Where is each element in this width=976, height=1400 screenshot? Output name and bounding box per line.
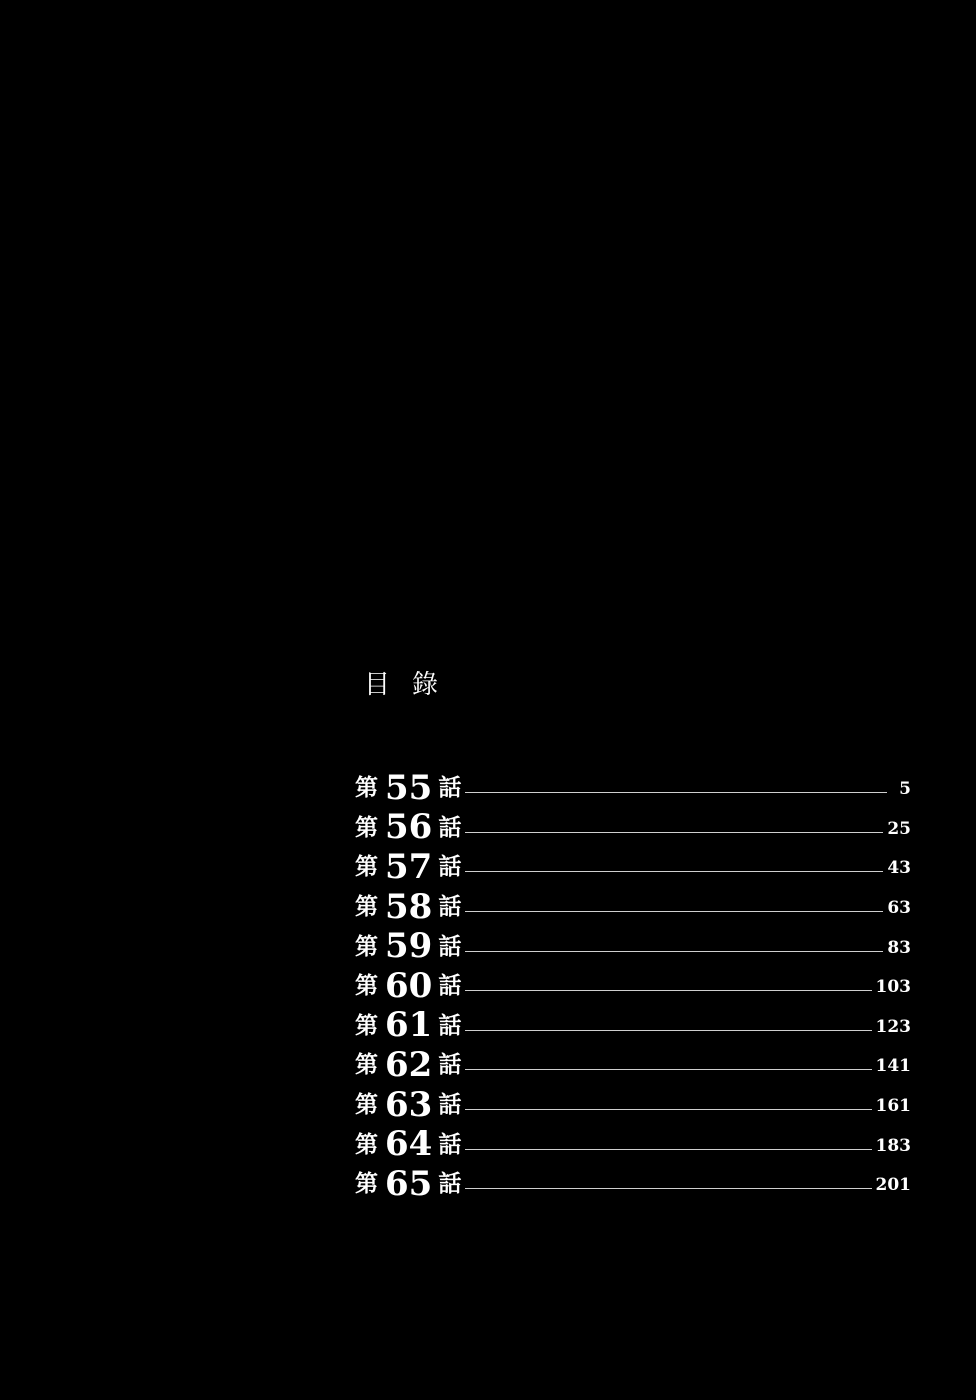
episode-suffix: 話 — [438, 1011, 462, 1039]
page-number: 103 — [875, 977, 911, 998]
episode-number: 59 — [385, 926, 433, 967]
page-number: 63 — [887, 898, 911, 919]
leader-line — [465, 911, 883, 912]
leader-line — [465, 1188, 871, 1189]
leader-line — [465, 1109, 871, 1110]
page-number: 123 — [875, 1016, 911, 1037]
episode-prefix: 第 — [355, 932, 378, 960]
toc-entry — [355, 966, 911, 1006]
toc-entry — [355, 1045, 911, 1085]
toc-entry — [355, 1124, 911, 1164]
leader-line — [465, 990, 871, 991]
episode-suffix: 話 — [438, 1170, 462, 1198]
toc-entry — [355, 808, 911, 848]
page-number: 43 — [887, 858, 911, 879]
episode-number: 57 — [385, 846, 433, 887]
episode-suffix: 話 — [438, 1091, 462, 1119]
page-number: 161 — [875, 1096, 911, 1117]
toc-entry — [355, 1085, 911, 1125]
leader-line — [465, 792, 887, 793]
toc-entry — [355, 887, 911, 927]
toc-entry — [355, 1164, 911, 1204]
page-number: 5 — [899, 779, 911, 800]
episode-number: 62 — [385, 1044, 433, 1085]
episode-number: 61 — [385, 1005, 433, 1046]
episode-prefix: 第 — [355, 813, 378, 841]
toc-heading: 目錄 — [364, 670, 461, 700]
episode-prefix: 第 — [355, 774, 378, 802]
page-number: 25 — [887, 818, 911, 839]
toc-entry — [355, 926, 911, 966]
episode-prefix: 第 — [355, 853, 378, 881]
toc-entry — [355, 847, 911, 887]
leader-line — [465, 1069, 871, 1070]
episode-suffix: 話 — [438, 972, 462, 1000]
episode-number: 55 — [385, 767, 433, 808]
episode-number: 56 — [385, 807, 433, 848]
page-number: 201 — [875, 1175, 911, 1196]
leader-line — [465, 871, 883, 872]
episode-suffix: 話 — [438, 774, 462, 802]
toc-entry — [355, 768, 911, 808]
toc-entry — [355, 1006, 911, 1046]
episode-suffix: 話 — [438, 853, 462, 881]
episode-suffix: 話 — [438, 932, 462, 960]
episode-prefix: 第 — [355, 893, 378, 921]
episode-number: 60 — [385, 965, 433, 1006]
episode-number: 64 — [385, 1124, 433, 1165]
page-number: 141 — [875, 1056, 911, 1077]
episode-number: 65 — [385, 1163, 433, 1204]
episode-suffix: 話 — [438, 893, 462, 921]
episode-suffix: 話 — [438, 1130, 462, 1158]
page-number: 183 — [875, 1135, 911, 1156]
episode-prefix: 第 — [355, 972, 378, 1000]
episode-suffix: 話 — [438, 1051, 462, 1079]
episode-prefix: 第 — [355, 1091, 378, 1119]
toc-list — [355, 768, 911, 1204]
episode-suffix: 話 — [438, 813, 462, 841]
page-number: 83 — [887, 937, 911, 958]
leader-line — [465, 832, 883, 833]
episode-number: 58 — [385, 886, 433, 927]
episode-number: 63 — [385, 1084, 433, 1125]
episode-prefix: 第 — [355, 1011, 378, 1039]
leader-line — [465, 1030, 871, 1031]
episode-prefix: 第 — [355, 1051, 378, 1079]
leader-line — [465, 951, 883, 952]
episode-prefix: 第 — [355, 1170, 378, 1198]
leader-line — [465, 1149, 871, 1150]
episode-prefix: 第 — [355, 1130, 378, 1158]
